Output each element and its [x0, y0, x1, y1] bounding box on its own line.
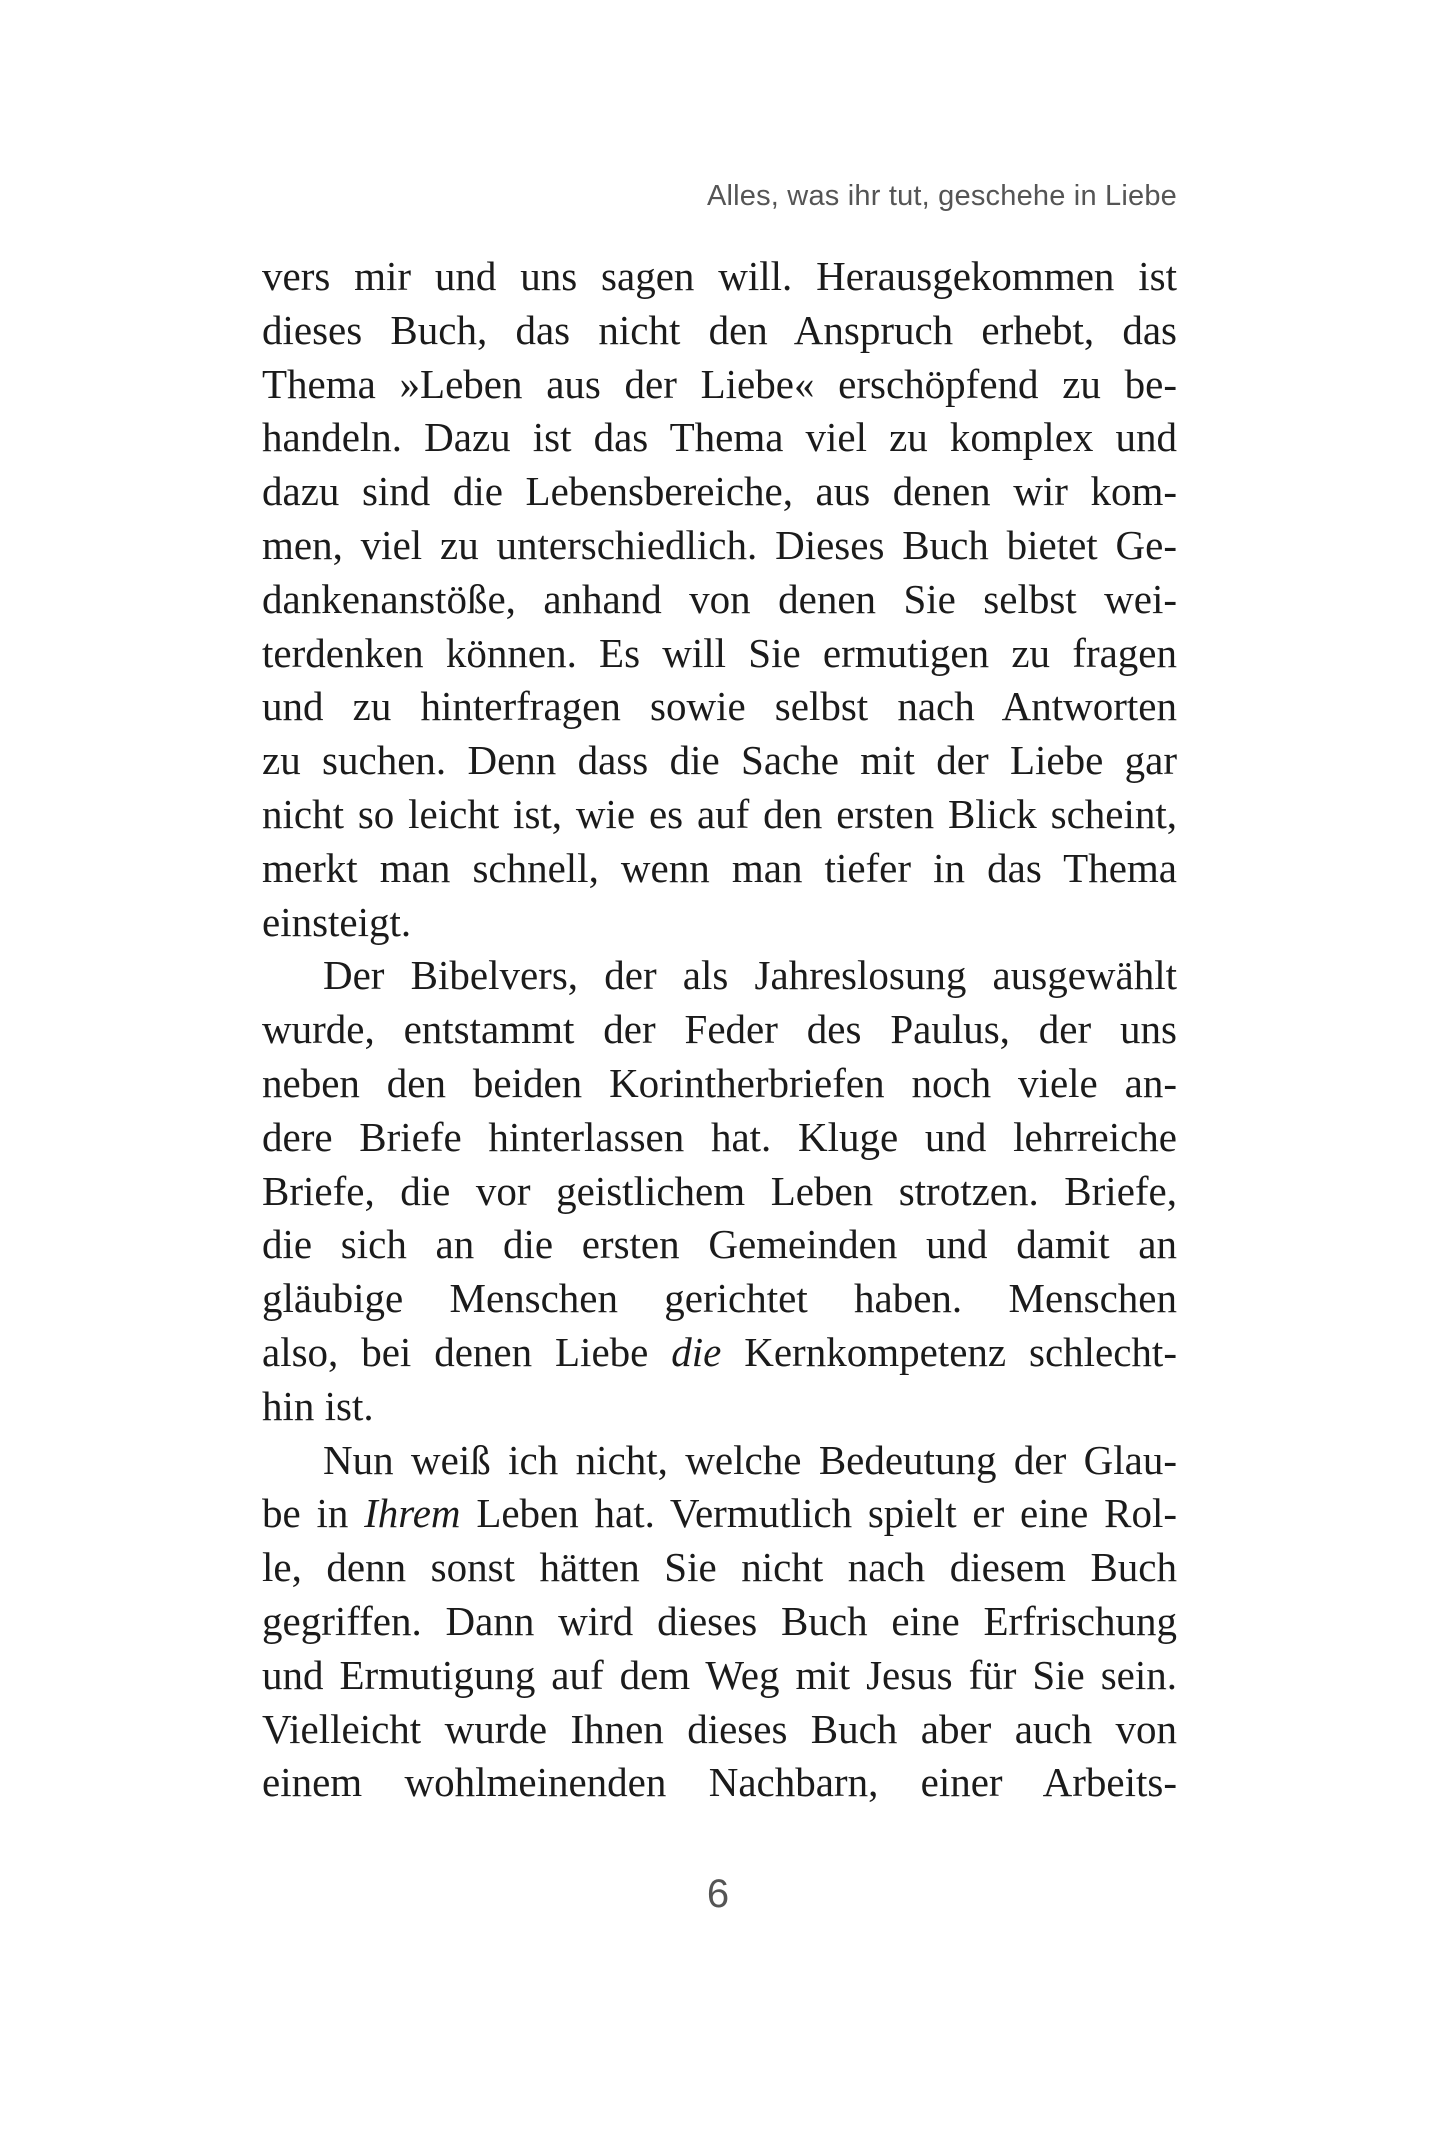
text-line: le, denn sonst hätten Sie nicht nach diesem Buch: [262, 1544, 1177, 1591]
text-line: vers mir und uns sagen will. Herausgekommen ist: [262, 253, 1177, 299]
text-line: Briefe, die vor geistlichem Leben strotzen. Briefe,: [262, 1167, 1177, 1214]
italic-emphasis: Ihrem: [364, 1490, 461, 1537]
paragraph: [262, 250, 1177, 949]
paragraph: [262, 949, 1177, 1433]
text-segment: Leben hat. Vermutlich spielt er eine Rol-: [460, 1490, 1178, 1537]
text-line: wurde, entstammt der Feder des Paulus, der uns: [262, 1006, 1177, 1053]
text-line: zu suchen. Denn dass die Sache mit der Liebe gar: [262, 737, 1177, 784]
text-line: Thema »Leben aus der Liebe« erschöpfend zu be-: [262, 360, 1177, 407]
text-line: terdenken können. Es will Sie ermutigen zu fragen: [262, 629, 1177, 676]
text-line: gegriffen. Dann wird dieses Buch eine Erfrischung: [262, 1597, 1177, 1644]
text-line: dieses Buch, das nicht den Anspruch erhebt, das: [262, 306, 1177, 353]
text-line: hin ist.: [262, 1382, 374, 1429]
text-line: [262, 1487, 1177, 1541]
text-segment: Kernkompetenz schlecht-: [721, 1328, 1177, 1375]
text-line: handeln. Dazu ist das Thema viel zu komplex und: [262, 414, 1177, 461]
text-line: gläubige Menschen gerichtet haben. Menschen: [262, 1275, 1177, 1322]
italic-emphasis: die: [671, 1328, 722, 1375]
text-line: dere Briefe hinterlassen hat. Kluge und lehrreiche: [262, 1113, 1177, 1160]
text-line: Der Bibelvers, der als Jahreslosung ausgewählt: [323, 952, 1177, 999]
text-line: dankenanstöße, anhand von denen Sie selbst wei-: [262, 575, 1177, 622]
paragraph: [262, 1434, 1177, 1811]
text-line: einem wohlmeinenden Nachbarn, einer Arbeits-: [262, 1759, 1177, 1806]
text-line: merkt man schnell, wenn man tiefer in das Thema: [262, 844, 1177, 891]
text-line: Vielleicht wurde Ihnen dieses Buch aber auch von: [262, 1705, 1177, 1752]
text-line: nicht so leicht ist, wie es auf den ersten Blick scheint,: [262, 790, 1177, 837]
text-segment: be in: [262, 1490, 365, 1537]
body-text: [262, 250, 1177, 1810]
text-line: die sich an die ersten Gemeinden und damit an: [262, 1221, 1177, 1268]
text-line: [262, 1326, 1177, 1380]
text-line: Nun weiß ich nicht, welche Bedeutung der Glau-: [323, 1436, 1177, 1483]
text-line: neben den beiden Korintherbriefen noch viele an-: [262, 1059, 1177, 1106]
page-number: 6: [706, 1872, 730, 1916]
text-line: men, viel zu unterschiedlich. Dieses Buch bietet Ge-: [262, 521, 1177, 568]
text-line: dazu sind die Lebensbereiche, aus denen wir kom-: [262, 468, 1177, 515]
text-segment: also, bei denen Liebe: [262, 1328, 672, 1375]
text-line: und Ermutigung auf dem Weg mit Jesus für Sie sein.: [262, 1651, 1177, 1698]
running-header: Alles, was ihr tut, geschehe in Liebe: [706, 180, 1177, 212]
text-line: einsteigt.: [262, 898, 412, 945]
text-line: und zu hinterfragen sowie selbst nach Antworten: [262, 683, 1177, 730]
